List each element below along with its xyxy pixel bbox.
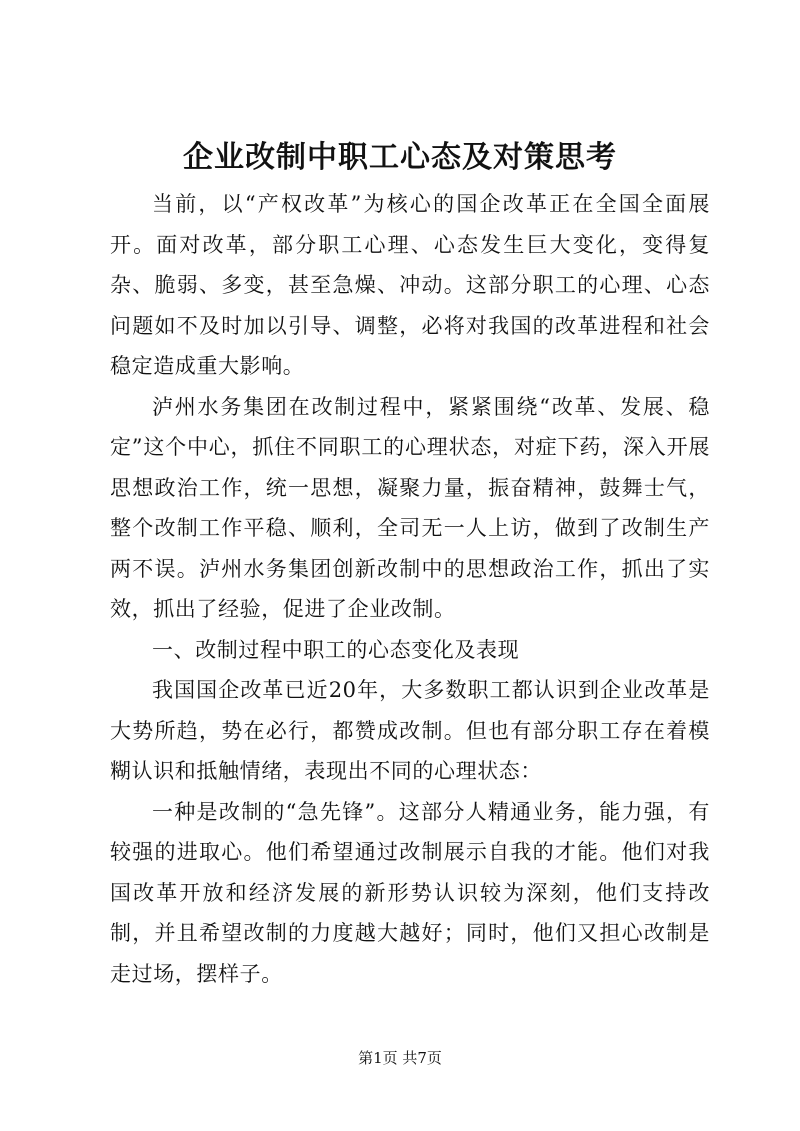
- document-title: 企业改制中职工心态及对策思考: [183, 140, 617, 175]
- paragraph-reform-attitudes: 我国国企改革已近20年，大多数职工都认识到企业改革是大势所趋，势在必行，都赞成改制。但也有部分职工存在着模糊认识和抵触情绪，表现出不同的心理状态：: [110, 678, 710, 783]
- document-body: [110, 184, 710, 994]
- paragraph-pioneers: 一种是改制的“急先锋”。这部分人精通业务，能力强，有较强的进取心。他们希望通过改制展示自我的才能。他们对我国改革开放和经济发展的新形势认识较为深刻，他们支持改制，并且希望改制的力度越大越好；同时，他们又担心改制是走过场，摆样子。: [110, 799, 710, 986]
- section-heading-1: 一、改制过程中职工的心态变化及表现: [152, 637, 520, 662]
- page-number-footer: 第1页 共7页: [358, 1049, 442, 1067]
- paragraph-intro: 当前，以“产权改革”为核心的国企改革正在全国全面展开。面对改革，部分职工心理、心态发生巨大变化，变得复杂、脆弱、多变，甚至急燥、冲动。这部分职工的心理、心态问题如不及时加以引导、调整，必将对我国的改革进程和社会稳定造成重大影响。: [110, 192, 710, 378]
- paragraph-luzhou-water: 泸州水务集团在改制过程中，紧紧围绕“改革、发展、稳定”这个中心，抓住不同职工的心理状态，对症下药，深入开展思想政治工作，统一思想，凝聚力量，振奋精神，鼓舞士气，整个改制工作平稳、顺利，全司无一人上访，做到了改制生产两不误。泸州水务集团创新改制中的思想政治工作，抓出了实效，抓出了经验，促进了企业改制。: [110, 394, 710, 621]
